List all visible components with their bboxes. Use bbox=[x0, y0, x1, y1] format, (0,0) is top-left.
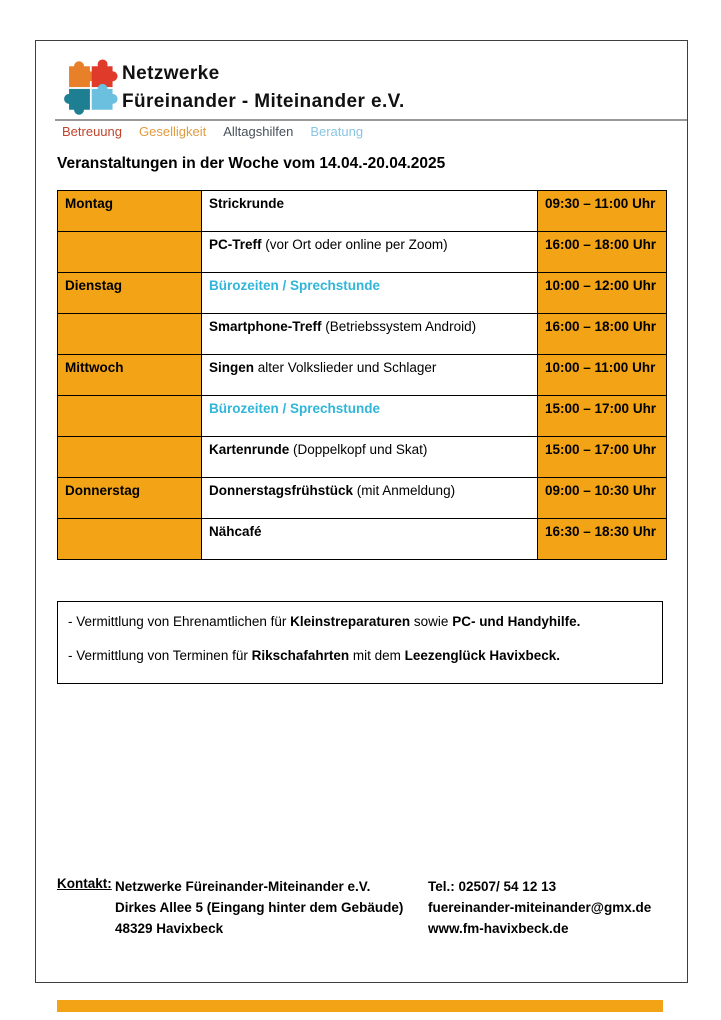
text-segment: - Vermittlung von Ehrenamtlichen für bbox=[68, 614, 291, 629]
nav-item-beratung: Beratung bbox=[310, 124, 364, 139]
text-segment: - Vermittlung von Terminen für bbox=[68, 648, 252, 663]
puzzle-piece-orange bbox=[69, 61, 95, 87]
time-cell: 15:00 – 17:00 Uhr bbox=[538, 437, 667, 478]
puzzle-piece-lightblue bbox=[92, 84, 118, 110]
day-cell: Dienstag bbox=[58, 273, 202, 314]
text-segment: alter Volkslieder und Schlager bbox=[254, 360, 437, 375]
text-segment: sowie bbox=[410, 614, 453, 629]
puzzle-logo-icon bbox=[60, 55, 118, 121]
event-cell bbox=[202, 273, 538, 314]
table-row bbox=[58, 273, 667, 314]
text-segment: Rikschafahrten bbox=[251, 648, 350, 663]
day-cell: Donnerstag bbox=[58, 478, 202, 519]
contact-address-line: Dirkes Allee 5 (Eingang hinter dem Gebäude) bbox=[115, 900, 404, 915]
contact-label: Kontakt: bbox=[57, 876, 112, 891]
table-row bbox=[58, 191, 667, 232]
table-row bbox=[58, 437, 667, 478]
table-row bbox=[58, 314, 667, 355]
org-name-line2: Füreinander - Miteinander e.V. bbox=[122, 91, 405, 112]
table-row bbox=[58, 478, 667, 519]
time-cell: 10:00 – 12:00 Uhr bbox=[538, 273, 667, 314]
text-segment: PC-Treff bbox=[209, 237, 262, 252]
puzzle-piece-red bbox=[92, 59, 118, 87]
nav-item-betreuung: Betreuung bbox=[62, 124, 122, 139]
event-cell bbox=[202, 396, 538, 437]
text-segment: Smartphone-Treff bbox=[209, 319, 322, 334]
nav-item-geselligkeit: Geselligkeit bbox=[139, 124, 207, 139]
schedule-table-body bbox=[58, 191, 667, 560]
text-segment: mit dem bbox=[349, 648, 405, 663]
info-line bbox=[68, 614, 652, 629]
text-segment: PC- und Handyhilfe. bbox=[452, 614, 581, 629]
time-cell: 09:00 – 10:30 Uhr bbox=[538, 478, 667, 519]
contact-address-line: 48329 Havixbeck bbox=[115, 921, 224, 936]
contact-detail-line: www.fm-havixbeck.de bbox=[428, 921, 569, 936]
table-row bbox=[58, 355, 667, 396]
contact-detail-line: fuereinander-miteinander@gmx.de bbox=[428, 900, 652, 915]
time-cell: 16:00 – 18:00 Uhr bbox=[538, 232, 667, 273]
time-cell: 16:00 – 18:00 Uhr bbox=[538, 314, 667, 355]
text-segment: (Doppelkopf und Skat) bbox=[289, 442, 428, 457]
day-cell: Mittwoch bbox=[58, 355, 202, 396]
text-segment: (Betriebssystem Android) bbox=[321, 319, 477, 334]
event-cell bbox=[202, 437, 538, 478]
footer-accent-bar bbox=[57, 1000, 663, 1012]
contact-address-line: Netzwerke Füreinander-Miteinander e.V. bbox=[115, 879, 371, 894]
time-cell: 10:00 – 11:00 Uhr bbox=[538, 355, 667, 396]
day-cell bbox=[58, 314, 202, 355]
day-cell bbox=[58, 232, 202, 273]
info-line bbox=[68, 648, 652, 663]
nav bbox=[62, 124, 363, 139]
page-title: Veranstaltungen in der Woche vom 14.04.-20.04.2025 bbox=[57, 155, 446, 172]
nav-item-alltagshilfen: Alltagshilfen bbox=[223, 124, 294, 139]
time-cell: 16:30 – 18:30 Uhr bbox=[538, 519, 667, 560]
time-cell: 15:00 – 17:00 Uhr bbox=[538, 396, 667, 437]
text-segment: Bürozeiten / Sprechstunde bbox=[209, 401, 381, 416]
org-name-line1: Netzwerke bbox=[122, 63, 220, 84]
text-segment: Bürozeiten / Sprechstunde bbox=[209, 278, 381, 293]
puzzle-piece-teal bbox=[64, 89, 90, 115]
event-cell bbox=[202, 314, 538, 355]
event-cell bbox=[202, 232, 538, 273]
header-divider bbox=[55, 119, 687, 121]
text-segment: Leezenglück Havixbeck. bbox=[404, 648, 560, 663]
event-cell bbox=[202, 478, 538, 519]
text-segment: Kleinstreparaturen bbox=[290, 614, 411, 629]
event-cell bbox=[202, 519, 538, 560]
contact-detail-line: Tel.: 02507/ 54 12 13 bbox=[428, 879, 557, 894]
day-cell bbox=[58, 519, 202, 560]
time-cell: 09:30 – 11:00 Uhr bbox=[538, 191, 667, 232]
services-info-box bbox=[57, 601, 663, 684]
text-segment: Strickrunde bbox=[209, 196, 285, 211]
table-row bbox=[58, 519, 667, 560]
text-segment: (mit Anmeldung) bbox=[353, 483, 456, 498]
day-cell: Montag bbox=[58, 191, 202, 232]
day-cell bbox=[58, 437, 202, 478]
table-row bbox=[58, 396, 667, 437]
day-cell bbox=[58, 396, 202, 437]
text-segment: Kartenrunde bbox=[209, 442, 290, 457]
contact-details bbox=[428, 876, 688, 939]
text-segment: (vor Ort oder online per Zoom) bbox=[261, 237, 448, 252]
event-cell bbox=[202, 355, 538, 396]
text-segment: Nähcafé bbox=[209, 524, 262, 539]
text-segment: Singen bbox=[209, 360, 255, 375]
schedule-table bbox=[57, 190, 667, 560]
text-segment: Donnerstagsfrühstück bbox=[209, 483, 354, 498]
event-cell bbox=[202, 191, 538, 232]
contact-address bbox=[115, 876, 425, 939]
org-logo-text bbox=[122, 60, 405, 116]
table-row bbox=[58, 232, 667, 273]
